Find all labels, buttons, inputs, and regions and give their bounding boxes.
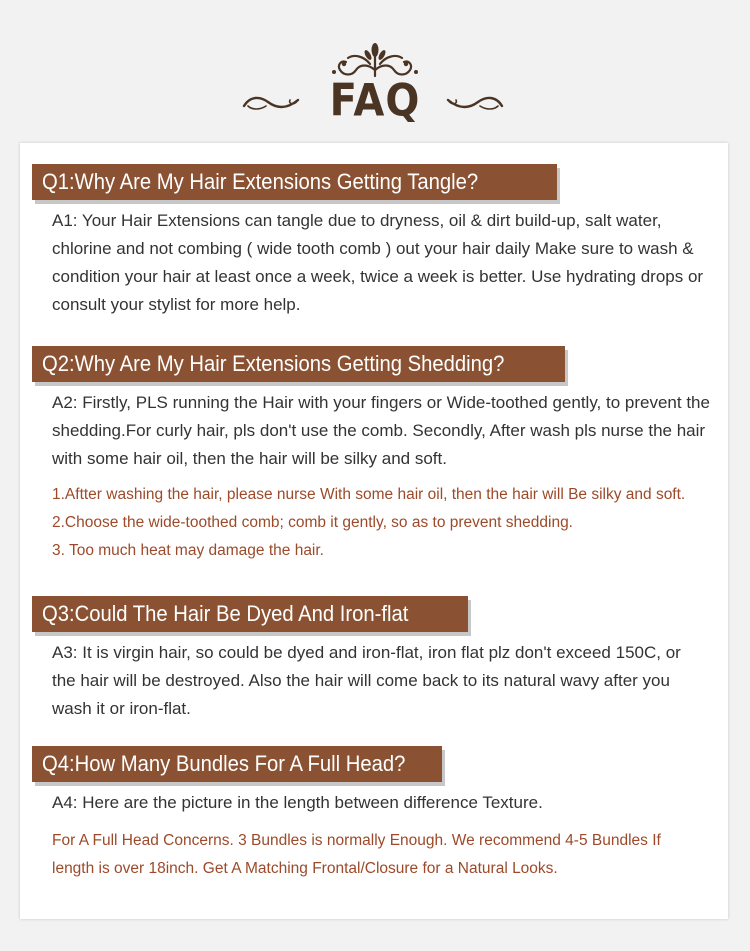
swirl-left-icon: [240, 92, 302, 114]
answer-1-line: A1: Your Hair Extensions can tangle due to dryness, oil & dirt build-up, salt water,: [52, 211, 662, 230]
answer-2-line: with some hair oil, then the hair will be silky and soft.: [52, 449, 447, 468]
answer-3-line: A3: It is virgin hair, so could be dyed and iron-flat, iron flat plz don't exceed 150C, or: [52, 643, 681, 662]
faq-header: [0, 0, 750, 140]
page-title: FAQ: [329, 75, 421, 127]
answer-4: [52, 789, 742, 817]
answer-1-line: consult your stylist for more help.: [52, 295, 301, 314]
answer-1: [52, 207, 742, 319]
answer-4-line: A4: Here are the picture in the length between difference Texture.: [52, 793, 543, 812]
question-1-banner: [32, 164, 557, 200]
bundle-note: length is over 18inch. Get A Matching Frontal/Closure for a Natural Looks.: [52, 860, 558, 877]
bundle-recommendation: [52, 827, 742, 883]
answer-2-line: A2: Firstly, PLS running the Hair with your fingers or Wide-toothed gently, to prevent the: [52, 393, 710, 412]
answer-3: [52, 639, 742, 723]
question-1-text: Q1:Why Are My Hair Extensions Getting Tangle?: [42, 169, 479, 194]
care-tip: 1.Aftter washing the hair, please nurse With some hair oil, then the hair will Be silky and soft.: [52, 486, 686, 503]
faq-card: [20, 143, 728, 919]
question-4-banner: [32, 746, 442, 782]
question-2-banner: [32, 346, 565, 382]
answer-1-line: chlorine and not combing ( wide tooth comb ) out your hair daily Make sure to wash &: [52, 239, 694, 258]
answer-1-line: condition your hair at least once a week, twice a week is better. Use hydrating drops or: [52, 267, 704, 286]
question-2-text: Q2:Why Are My Hair Extensions Getting Shedding?: [42, 351, 505, 376]
question-4-text: Q4:How Many Bundles For A Full Head?: [42, 751, 406, 776]
care-tip: 3. Too much heat may damage the hair.: [52, 542, 324, 559]
answer-2-line: shedding.For curly hair, pls don't use the comb. Secondly, After wash pls nurse the hair: [52, 421, 706, 440]
question-3-banner: [32, 596, 468, 632]
care-tips: [52, 481, 742, 565]
care-tip: 2.Choose the wide-toothed comb; comb it gently, so as to prevent shedding.: [52, 514, 573, 531]
bundle-note: For A Full Head Concerns. 3 Bundles is normally Enough. We recommend 4-5 Bundles If: [52, 832, 661, 849]
answer-2: [52, 389, 742, 473]
swirl-right-icon: [444, 92, 506, 114]
question-3-text: Q3:Could The Hair Be Dyed And Iron-flat: [42, 601, 409, 626]
answer-3-line: the hair will be destroyed. Also the hair will come back to its natural wavy after you: [52, 671, 670, 690]
answer-3-line: wash it or iron-flat.: [52, 699, 191, 718]
